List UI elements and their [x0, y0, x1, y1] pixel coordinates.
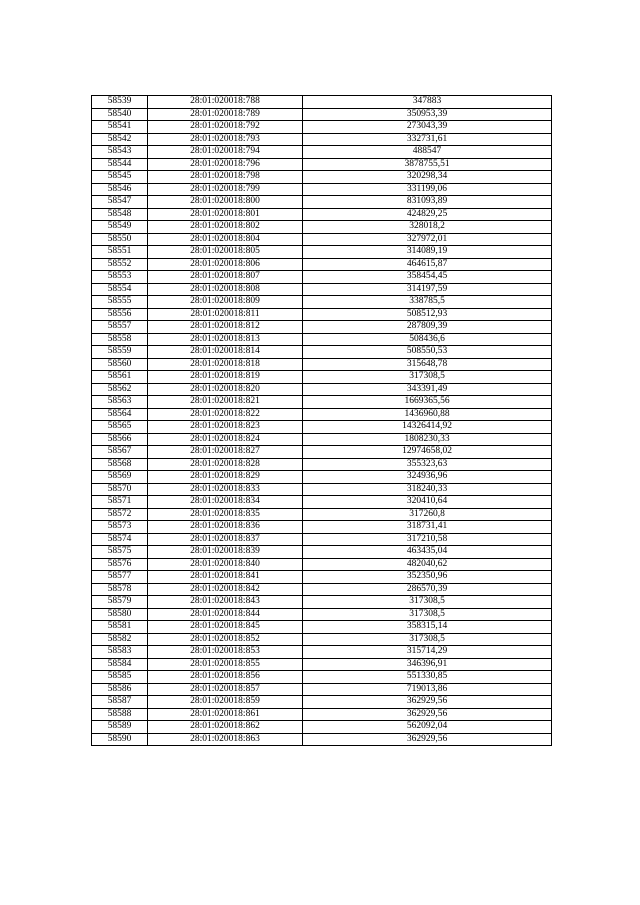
value-cell: 317308,5	[303, 633, 552, 646]
row-number-cell: 58576	[92, 558, 148, 571]
cadastral-number-cell: 28:01:020018:859	[148, 696, 303, 709]
row-number-cell: 58548	[92, 208, 148, 221]
value-cell: 317308,5	[303, 608, 552, 621]
row-number-cell: 58553	[92, 271, 148, 284]
row-number-cell: 58545	[92, 171, 148, 184]
cadastral-number-cell: 28:01:020018:844	[148, 608, 303, 621]
table-row	[92, 621, 552, 634]
table-row	[92, 658, 552, 671]
table-row	[92, 433, 552, 446]
cadastral-number-cell: 28:01:020018:837	[148, 533, 303, 546]
value-cell: 508436,6	[303, 333, 552, 346]
row-number-cell: 58586	[92, 683, 148, 696]
table-row	[92, 146, 552, 159]
row-number-cell: 58550	[92, 233, 148, 246]
row-number-cell: 58587	[92, 696, 148, 709]
cadastral-number-cell: 28:01:020018:862	[148, 721, 303, 734]
table-body	[92, 96, 552, 746]
table-row	[92, 283, 552, 296]
cadastral-number-cell: 28:01:020018:836	[148, 521, 303, 534]
row-number-cell: 58562	[92, 383, 148, 396]
table-row	[92, 271, 552, 284]
value-cell: 314089,19	[303, 246, 552, 259]
value-cell: 508550,53	[303, 346, 552, 359]
value-cell: 464615,87	[303, 258, 552, 271]
row-number-cell: 58547	[92, 196, 148, 209]
row-number-cell: 58563	[92, 396, 148, 409]
value-cell: 332731,61	[303, 133, 552, 146]
cadastral-number-cell: 28:01:020018:800	[148, 196, 303, 209]
table-row	[92, 521, 552, 534]
row-number-cell: 58580	[92, 608, 148, 621]
row-number-cell: 58571	[92, 496, 148, 509]
table-row	[92, 483, 552, 496]
cadastral-number-cell: 28:01:020018:842	[148, 583, 303, 596]
cadastral-number-cell: 28:01:020018:840	[148, 558, 303, 571]
row-number-cell: 58583	[92, 646, 148, 659]
value-cell: 324936,96	[303, 471, 552, 484]
cadastral-number-cell: 28:01:020018:828	[148, 458, 303, 471]
cadastral-number-cell: 28:01:020018:861	[148, 708, 303, 721]
table-row	[92, 646, 552, 659]
value-cell: 12974658,02	[303, 446, 552, 459]
table-row	[92, 733, 552, 746]
table-row	[92, 458, 552, 471]
cadastral-number-cell: 28:01:020018:857	[148, 683, 303, 696]
cadastral-number-cell: 28:01:020018:807	[148, 271, 303, 284]
cadastral-number-cell: 28:01:020018:818	[148, 358, 303, 371]
row-number-cell: 58540	[92, 108, 148, 121]
table-row	[92, 683, 552, 696]
row-number-cell: 58555	[92, 296, 148, 309]
row-number-cell: 58554	[92, 283, 148, 296]
row-number-cell: 58572	[92, 508, 148, 521]
cadastral-number-cell: 28:01:020018:792	[148, 121, 303, 134]
row-number-cell: 58582	[92, 633, 148, 646]
cadastral-number-cell: 28:01:020018:863	[148, 733, 303, 746]
table-row	[92, 558, 552, 571]
cadastral-number-cell: 28:01:020018:808	[148, 283, 303, 296]
value-cell: 338785,5	[303, 296, 552, 309]
table-row	[92, 246, 552, 259]
row-number-cell: 58579	[92, 596, 148, 609]
cadastral-number-cell: 28:01:020018:806	[148, 258, 303, 271]
table-row	[92, 633, 552, 646]
table-row	[92, 108, 552, 121]
row-number-cell: 58581	[92, 621, 148, 634]
row-number-cell: 58574	[92, 533, 148, 546]
value-cell: 327972,01	[303, 233, 552, 246]
cadastral-value-table	[91, 95, 552, 746]
table-row	[92, 533, 552, 546]
cadastral-number-cell: 28:01:020018:813	[148, 333, 303, 346]
value-cell: 362929,56	[303, 708, 552, 721]
row-number-cell: 58575	[92, 546, 148, 559]
row-number-cell: 58566	[92, 433, 148, 446]
value-cell: 343391,49	[303, 383, 552, 396]
value-cell: 317308,5	[303, 371, 552, 384]
table-row	[92, 446, 552, 459]
cadastral-number-cell: 28:01:020018:805	[148, 246, 303, 259]
value-cell: 273043,39	[303, 121, 552, 134]
value-cell: 315648,78	[303, 358, 552, 371]
row-number-cell: 58585	[92, 671, 148, 684]
table-row	[92, 96, 552, 109]
value-cell: 831093,89	[303, 196, 552, 209]
cadastral-number-cell: 28:01:020018:853	[148, 646, 303, 659]
row-number-cell: 58539	[92, 96, 148, 109]
table-row	[92, 583, 552, 596]
cadastral-number-cell: 28:01:020018:833	[148, 483, 303, 496]
cadastral-number-cell: 28:01:020018:827	[148, 446, 303, 459]
cadastral-number-cell: 28:01:020018:835	[148, 508, 303, 521]
table-row	[92, 608, 552, 621]
row-number-cell: 58551	[92, 246, 148, 259]
value-cell: 287809,39	[303, 321, 552, 334]
table-row	[92, 383, 552, 396]
table-row	[92, 183, 552, 196]
row-number-cell: 58544	[92, 158, 148, 171]
value-cell: 424829,25	[303, 208, 552, 221]
row-number-cell: 58558	[92, 333, 148, 346]
row-number-cell: 58559	[92, 346, 148, 359]
value-cell: 286570,39	[303, 583, 552, 596]
value-cell: 352350,96	[303, 571, 552, 584]
value-cell: 320298,34	[303, 171, 552, 184]
table-row	[92, 671, 552, 684]
table-row	[92, 208, 552, 221]
value-cell: 551330,85	[303, 671, 552, 684]
table-row	[92, 596, 552, 609]
cadastral-number-cell: 28:01:020018:855	[148, 658, 303, 671]
row-number-cell: 58546	[92, 183, 148, 196]
cadastral-number-cell: 28:01:020018:829	[148, 471, 303, 484]
value-cell: 317308,5	[303, 596, 552, 609]
cadastral-number-cell: 28:01:020018:789	[148, 108, 303, 121]
value-cell: 350953,39	[303, 108, 552, 121]
value-cell: 317210,58	[303, 533, 552, 546]
table-row	[92, 158, 552, 171]
value-cell: 1669365,56	[303, 396, 552, 409]
row-number-cell: 58569	[92, 471, 148, 484]
value-cell: 317260,8	[303, 508, 552, 521]
value-cell: 14326414,92	[303, 421, 552, 434]
row-number-cell: 58556	[92, 308, 148, 321]
cadastral-number-cell: 28:01:020018:794	[148, 146, 303, 159]
row-number-cell: 58584	[92, 658, 148, 671]
cadastral-number-cell: 28:01:020018:799	[148, 183, 303, 196]
cadastral-number-cell: 28:01:020018:843	[148, 596, 303, 609]
cadastral-number-cell: 28:01:020018:809	[148, 296, 303, 309]
cadastral-number-cell: 28:01:020018:856	[148, 671, 303, 684]
cadastral-number-cell: 28:01:020018:819	[148, 371, 303, 384]
row-number-cell: 58590	[92, 733, 148, 746]
value-cell: 508512,93	[303, 308, 552, 321]
row-number-cell: 58541	[92, 121, 148, 134]
value-cell: 347883	[303, 96, 552, 109]
value-cell: 562092,04	[303, 721, 552, 734]
cadastral-number-cell: 28:01:020018:852	[148, 633, 303, 646]
table-row	[92, 321, 552, 334]
value-cell: 362929,56	[303, 696, 552, 709]
table-row	[92, 296, 552, 309]
table-row	[92, 408, 552, 421]
cadastral-number-cell: 28:01:020018:841	[148, 571, 303, 584]
cadastral-number-cell: 28:01:020018:796	[148, 158, 303, 171]
value-cell: 315714,29	[303, 646, 552, 659]
value-cell: 1436960,88	[303, 408, 552, 421]
row-number-cell: 58577	[92, 571, 148, 584]
cadastral-number-cell: 28:01:020018:811	[148, 308, 303, 321]
value-cell: 482040,62	[303, 558, 552, 571]
table-row	[92, 121, 552, 134]
value-cell: 328018,2	[303, 221, 552, 234]
table-row	[92, 508, 552, 521]
cadastral-number-cell: 28:01:020018:798	[148, 171, 303, 184]
cadastral-number-cell: 28:01:020018:804	[148, 233, 303, 246]
row-number-cell: 58542	[92, 133, 148, 146]
value-cell: 355323,63	[303, 458, 552, 471]
table-row	[92, 496, 552, 509]
row-number-cell: 58552	[92, 258, 148, 271]
row-number-cell: 58561	[92, 371, 148, 384]
value-cell: 320410,64	[303, 496, 552, 509]
cadastral-number-cell: 28:01:020018:812	[148, 321, 303, 334]
value-cell: 719013,86	[303, 683, 552, 696]
row-number-cell: 58573	[92, 521, 148, 534]
table-row	[92, 233, 552, 246]
table-row	[92, 696, 552, 709]
cadastral-number-cell: 28:01:020018:820	[148, 383, 303, 396]
row-number-cell: 58565	[92, 421, 148, 434]
row-number-cell: 58568	[92, 458, 148, 471]
table-row	[92, 196, 552, 209]
cadastral-number-cell: 28:01:020018:834	[148, 496, 303, 509]
table-row	[92, 546, 552, 559]
row-number-cell: 58560	[92, 358, 148, 371]
value-cell: 3878755,51	[303, 158, 552, 171]
value-cell: 318731,41	[303, 521, 552, 534]
table-row	[92, 721, 552, 734]
cadastral-number-cell: 28:01:020018:801	[148, 208, 303, 221]
table-row	[92, 471, 552, 484]
row-number-cell: 58578	[92, 583, 148, 596]
table-row	[92, 708, 552, 721]
cadastral-number-cell: 28:01:020018:802	[148, 221, 303, 234]
row-number-cell: 58567	[92, 446, 148, 459]
value-cell: 358454,45	[303, 271, 552, 284]
row-number-cell: 58557	[92, 321, 148, 334]
value-cell: 488547	[303, 146, 552, 159]
cadastral-number-cell: 28:01:020018:821	[148, 396, 303, 409]
table-row	[92, 371, 552, 384]
cadastral-number-cell: 28:01:020018:845	[148, 621, 303, 634]
table-row	[92, 346, 552, 359]
table-row	[92, 221, 552, 234]
table-row	[92, 133, 552, 146]
value-cell: 1808230,33	[303, 433, 552, 446]
table-row	[92, 571, 552, 584]
value-cell: 318240,33	[303, 483, 552, 496]
cadastral-number-cell: 28:01:020018:824	[148, 433, 303, 446]
value-cell: 331199,06	[303, 183, 552, 196]
value-cell: 358315,14	[303, 621, 552, 634]
table-row	[92, 358, 552, 371]
table-row	[92, 308, 552, 321]
table-row	[92, 333, 552, 346]
cadastral-number-cell: 28:01:020018:793	[148, 133, 303, 146]
table-row	[92, 258, 552, 271]
cadastral-number-cell: 28:01:020018:822	[148, 408, 303, 421]
cadastral-number-cell: 28:01:020018:839	[148, 546, 303, 559]
value-cell: 463435,04	[303, 546, 552, 559]
cadastral-number-cell: 28:01:020018:814	[148, 346, 303, 359]
table-row	[92, 171, 552, 184]
row-number-cell: 58543	[92, 146, 148, 159]
row-number-cell: 58588	[92, 708, 148, 721]
cadastral-number-cell: 28:01:020018:823	[148, 421, 303, 434]
value-cell: 314197,59	[303, 283, 552, 296]
table-row	[92, 396, 552, 409]
row-number-cell: 58589	[92, 721, 148, 734]
value-cell: 362929,56	[303, 733, 552, 746]
cadastral-number-cell: 28:01:020018:788	[148, 96, 303, 109]
row-number-cell: 58570	[92, 483, 148, 496]
value-cell: 346396,91	[303, 658, 552, 671]
row-number-cell: 58549	[92, 221, 148, 234]
table-row	[92, 421, 552, 434]
row-number-cell: 58564	[92, 408, 148, 421]
